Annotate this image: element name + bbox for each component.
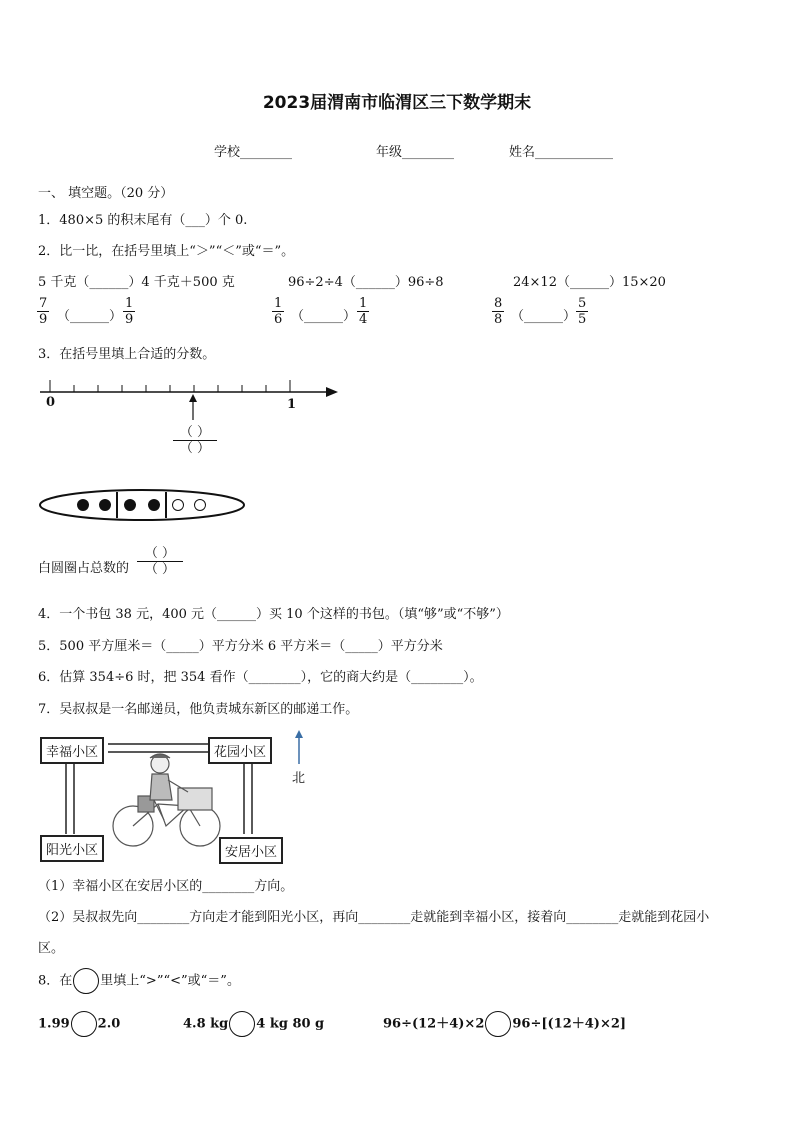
numerator: 8 bbox=[494, 296, 503, 311]
place-anju: 安居小区 bbox=[219, 837, 283, 864]
zero-label: 0 bbox=[46, 395, 56, 410]
place-huayuan: 花园小区 bbox=[208, 737, 272, 764]
q2-compare-2: 96÷2÷4（______）96÷8 bbox=[288, 275, 444, 290]
compare-blank: （______） bbox=[291, 309, 357, 324]
fraction bbox=[37, 296, 49, 327]
denominator: 9 bbox=[125, 312, 134, 327]
compare-blank: （______） bbox=[57, 309, 123, 324]
denominator: 6 bbox=[274, 312, 283, 327]
q7-sub2-line1: （2）吴叔叔先向________方向走才能到阳光小区，再向________走就能到幸福小区，接着向________走就能到花园小 bbox=[38, 910, 710, 925]
question-1: 1．480×5 的积末尾有（___）个 0. bbox=[38, 213, 248, 228]
compare-blank: （______） bbox=[511, 309, 577, 324]
denominator: 9 bbox=[39, 312, 48, 327]
postman-bicycle-icon bbox=[113, 754, 220, 846]
denominator: 8 bbox=[494, 312, 503, 327]
q7-sub2-line2: 区。 bbox=[38, 941, 65, 956]
answer-circle[interactable] bbox=[71, 1011, 97, 1037]
question-6: 6．估算 354÷6 时，把 354 看作（________），它的商大约是（________）。 bbox=[38, 670, 483, 685]
q8-right: 2.0 bbox=[97, 1016, 121, 1032]
denominator: 4 bbox=[359, 312, 368, 327]
q8-right: 4 kg 80 g bbox=[256, 1016, 325, 1032]
question-3-stem: 3．在括号里填上合适的分数。 bbox=[38, 347, 216, 362]
q8-stem-pre: 8．在 bbox=[38, 973, 73, 989]
north-label: 北 bbox=[292, 771, 306, 786]
numerator: 1 bbox=[125, 296, 134, 311]
answer-circle[interactable] bbox=[485, 1011, 511, 1037]
up-arrow-icon bbox=[186, 394, 200, 420]
fraction bbox=[576, 296, 588, 327]
place-yangguang: 阳光小区 bbox=[40, 835, 104, 862]
name-field: 姓名____________ bbox=[509, 145, 614, 160]
circles-oval bbox=[38, 487, 246, 523]
numerator: 5 bbox=[578, 296, 587, 311]
denominator: （ ） bbox=[144, 562, 176, 577]
grade-field: 年级________ bbox=[376, 145, 455, 160]
fraction bbox=[357, 296, 369, 327]
black-circle-icon bbox=[99, 499, 111, 511]
q8-right: 96÷[(12＋4)×2] bbox=[512, 1016, 627, 1032]
question-8-stem bbox=[38, 968, 240, 994]
q2-compare-3: 24×12（______）15×20 bbox=[513, 275, 666, 290]
white-circle-icon bbox=[195, 500, 206, 511]
answer-fraction bbox=[173, 425, 217, 456]
fraction bbox=[272, 296, 284, 327]
one-label: 1 bbox=[287, 397, 297, 412]
place-xingfu: 幸福小区 bbox=[40, 737, 104, 764]
numerator: 1 bbox=[359, 296, 368, 311]
q8-item-2 bbox=[183, 1011, 324, 1037]
q8-left: 96÷(12＋4)×2 bbox=[383, 1016, 485, 1032]
question-4: 4．一个书包 38 元，400 元（______）买 10 个这样的书包。（填“够”或“不够”） bbox=[38, 607, 509, 622]
q8-item-3 bbox=[383, 1011, 626, 1037]
black-circle-icon bbox=[148, 499, 160, 511]
q8-stem-post: 里填上“>”“<”或“＝”。 bbox=[100, 973, 240, 989]
numerator: （ ） bbox=[137, 546, 183, 562]
question-5: 5．500 平方厘米＝（_____）平方分米 6 平方米＝（_____）平方分米 bbox=[38, 639, 443, 654]
q8-left: 1.99 bbox=[38, 1016, 70, 1032]
question-2-stem: 2．比一比，在括号里填上“＞”“＜”或“＝”。 bbox=[38, 244, 295, 259]
numerator: 1 bbox=[274, 296, 283, 311]
black-circle-icon bbox=[77, 499, 89, 511]
q8-item-1 bbox=[38, 1011, 120, 1037]
answer-fraction bbox=[137, 546, 183, 577]
numerator: （ ） bbox=[173, 425, 217, 441]
q8-left: 4.8 kg bbox=[183, 1016, 229, 1032]
answer-circle[interactable] bbox=[229, 1011, 255, 1037]
denominator: 5 bbox=[578, 312, 587, 327]
oval-outline bbox=[40, 490, 244, 520]
q7-sub1: （1）幸福小区在安居小区的________方向。 bbox=[38, 879, 294, 894]
fraction bbox=[123, 296, 135, 327]
white-circle-icon bbox=[173, 500, 184, 511]
question-7-stem: 7．吴叔叔是一名邮递员，他负责城东新区的邮递工作。 bbox=[38, 702, 359, 717]
section-heading: 一、 填空题。（20 分） bbox=[38, 186, 174, 201]
number-line-arrow bbox=[326, 387, 338, 397]
denominator: （ ） bbox=[179, 441, 211, 456]
north-arrow-icon bbox=[293, 730, 305, 764]
page-title: 2023届渭南市临渭区三下数学期末 bbox=[262, 93, 532, 113]
q2-compare-1: 5 千克（______）4 千克＋500 克 bbox=[38, 275, 235, 290]
fraction bbox=[492, 296, 504, 327]
compare-circle-icon bbox=[73, 968, 99, 994]
numerator: 7 bbox=[39, 296, 48, 311]
black-circle-icon bbox=[124, 499, 136, 511]
school-field: 学校________ bbox=[214, 145, 293, 160]
circle-question-label: 白圆圈占总数的 bbox=[38, 561, 130, 576]
